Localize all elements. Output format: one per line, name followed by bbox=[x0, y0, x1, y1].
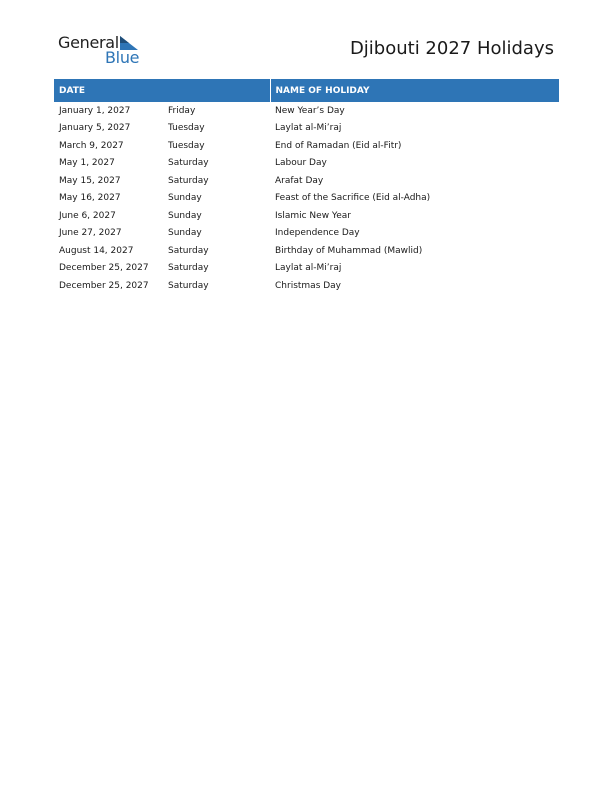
holiday-name-cell: Birthday of Muhammad (Mawlid) bbox=[275, 245, 423, 256]
table-row bbox=[54, 277, 559, 295]
date-cell: August 14, 2027 bbox=[59, 245, 134, 256]
holiday-name-cell: New Year’s Day bbox=[275, 105, 345, 116]
weekday-cell: Saturday bbox=[168, 245, 209, 256]
table-row bbox=[54, 225, 559, 243]
table-row bbox=[54, 190, 559, 208]
date-cell: May 16, 2027 bbox=[59, 193, 121, 204]
table-row bbox=[54, 120, 559, 138]
weekday-cell: Sunday bbox=[168, 193, 202, 204]
date-cell: June 6, 2027 bbox=[59, 210, 116, 221]
holiday-name-cell: Christmas Day bbox=[275, 280, 342, 291]
weekday-cell: Friday bbox=[168, 105, 196, 116]
page-title: Djibouti 2027 Holidays bbox=[349, 38, 554, 59]
table-row bbox=[54, 242, 559, 260]
table-row bbox=[54, 137, 559, 155]
weekday-cell: Sunday bbox=[168, 228, 202, 239]
date-cell: January 1, 2027 bbox=[59, 105, 131, 116]
generalblue-logo bbox=[58, 34, 148, 68]
date-cell: June 27, 2027 bbox=[59, 228, 122, 239]
table-row bbox=[54, 102, 559, 120]
holiday-name-cell: Independence Day bbox=[275, 228, 360, 239]
holiday-name-cell: Islamic New Year bbox=[275, 210, 351, 221]
holiday-name-cell: Laylat al-Mi’raj bbox=[275, 263, 342, 274]
holiday-table bbox=[54, 79, 559, 295]
date-cell: January 5, 2027 bbox=[59, 123, 131, 134]
date-cell: May 1, 2027 bbox=[59, 158, 115, 169]
logo-word-general: General bbox=[58, 33, 119, 52]
holiday-name-cell: End of Ramadan (Eid al-Fitr) bbox=[275, 140, 402, 151]
weekday-cell: Sunday bbox=[168, 210, 202, 221]
table-row bbox=[54, 155, 559, 173]
weekday-cell: Tuesday bbox=[168, 140, 205, 151]
holiday-name-cell: Feast of the Sacrifice (Eid al-Adha) bbox=[275, 193, 431, 204]
weekday-cell: Saturday bbox=[168, 263, 209, 274]
column-header-date: DATE bbox=[54, 79, 270, 102]
table-body bbox=[54, 102, 559, 295]
date-cell: March 9, 2027 bbox=[59, 140, 124, 151]
weekday-cell: Tuesday bbox=[168, 123, 205, 134]
holiday-name-cell: Arafat Day bbox=[275, 175, 324, 186]
holiday-name-cell: Labour Day bbox=[275, 158, 327, 169]
weekday-cell: Saturday bbox=[168, 158, 209, 169]
weekday-cell: Saturday bbox=[168, 175, 209, 186]
weekday-cell: Saturday bbox=[168, 280, 209, 291]
holiday-name-cell: Laylat al-Mi’raj bbox=[275, 123, 342, 134]
logo-word-blue: Blue bbox=[105, 48, 140, 67]
table-row bbox=[54, 260, 559, 278]
table-header-row bbox=[54, 79, 559, 102]
date-cell: December 25, 2027 bbox=[59, 263, 149, 274]
table-row bbox=[54, 172, 559, 190]
date-cell: May 15, 2027 bbox=[59, 175, 121, 186]
date-cell: December 25, 2027 bbox=[59, 280, 149, 291]
table-row bbox=[54, 207, 559, 225]
column-header-holiday: NAME OF HOLIDAY bbox=[270, 79, 559, 102]
